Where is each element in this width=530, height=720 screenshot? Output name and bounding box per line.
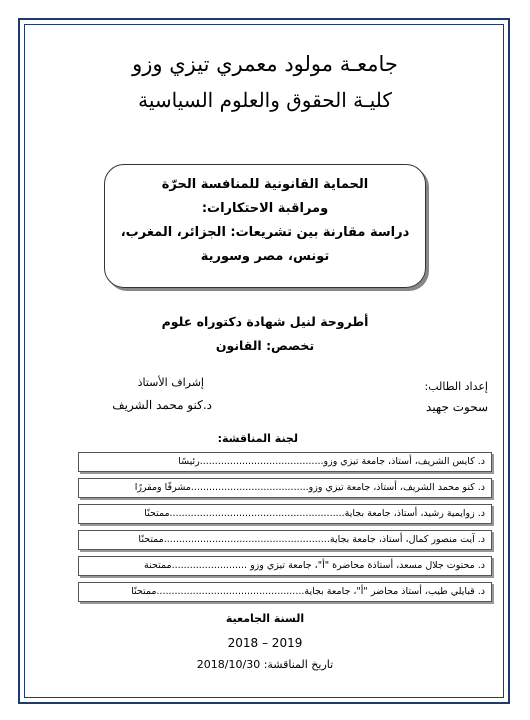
defense-date: تاريخ المناقشة: 2018/10/30 bbox=[196, 658, 334, 671]
thesis-type: أطروحة لنيل شهادة دكتوراه علوم bbox=[161, 314, 369, 329]
committee-member-row: د. محتوت جلال مسعد، أستاذة محاضرة "أ"، جامعة تيزي وزو .........................ممتحنة bbox=[78, 556, 492, 576]
university-name: جامعـة مولود معمري تيزي وزو bbox=[132, 52, 398, 76]
faculty-name: كليـة الحقوق والعلوم السياسية bbox=[138, 88, 392, 112]
supervisor-label: إشراف الأستاذ bbox=[137, 376, 204, 389]
academic-year: 2018 – 2019 bbox=[227, 636, 303, 650]
committee-member-row: د. زوايمية رشيد، أستاذ، جامعة بجاية..........................................................ممتحنًا bbox=[78, 504, 492, 524]
committee-member-row: د. آيت منصور كمال، أستاذ، جامعة بجاية.......................................................ممتحنًا bbox=[78, 530, 492, 550]
committee-title: لجنة المناقشة: bbox=[217, 432, 298, 445]
academic-year-label: السنة الجامعية bbox=[225, 612, 305, 625]
student-name: سحوت جهيد bbox=[426, 400, 488, 414]
specialty: تخصص: القانون bbox=[215, 338, 315, 353]
thesis-title-box bbox=[104, 164, 426, 288]
title-line-4: تونس، مصر وسورية bbox=[200, 249, 330, 264]
title-line-3: دراسة مقارنة بين تشريعات: الجزائر، المغرب، bbox=[120, 225, 410, 240]
committee-member-row: د. كنو محمد الشريف، أستاذ، جامعة تيزي وزو.......................................مشرفًا ومقررًا bbox=[78, 478, 492, 498]
title-line-2: ومراقبة الاحتكارات: bbox=[201, 201, 329, 216]
title-line-1: الحماية القانونية للمنافسة الحرّة bbox=[161, 177, 369, 192]
committee-member-row: د. قبايلي طيب، أستاذ محاضر "أ"، جامعة بجاية.................................................ممتحنًا bbox=[78, 582, 492, 602]
student-label: إعداد الطالب: bbox=[424, 380, 488, 393]
committee-member-row: د. كايس الشريف، أستاذ، جامعة تيزي وزو.........................................رئيسًا bbox=[78, 452, 492, 472]
supervisor-name: د.كنو محمد الشريف bbox=[112, 398, 212, 412]
